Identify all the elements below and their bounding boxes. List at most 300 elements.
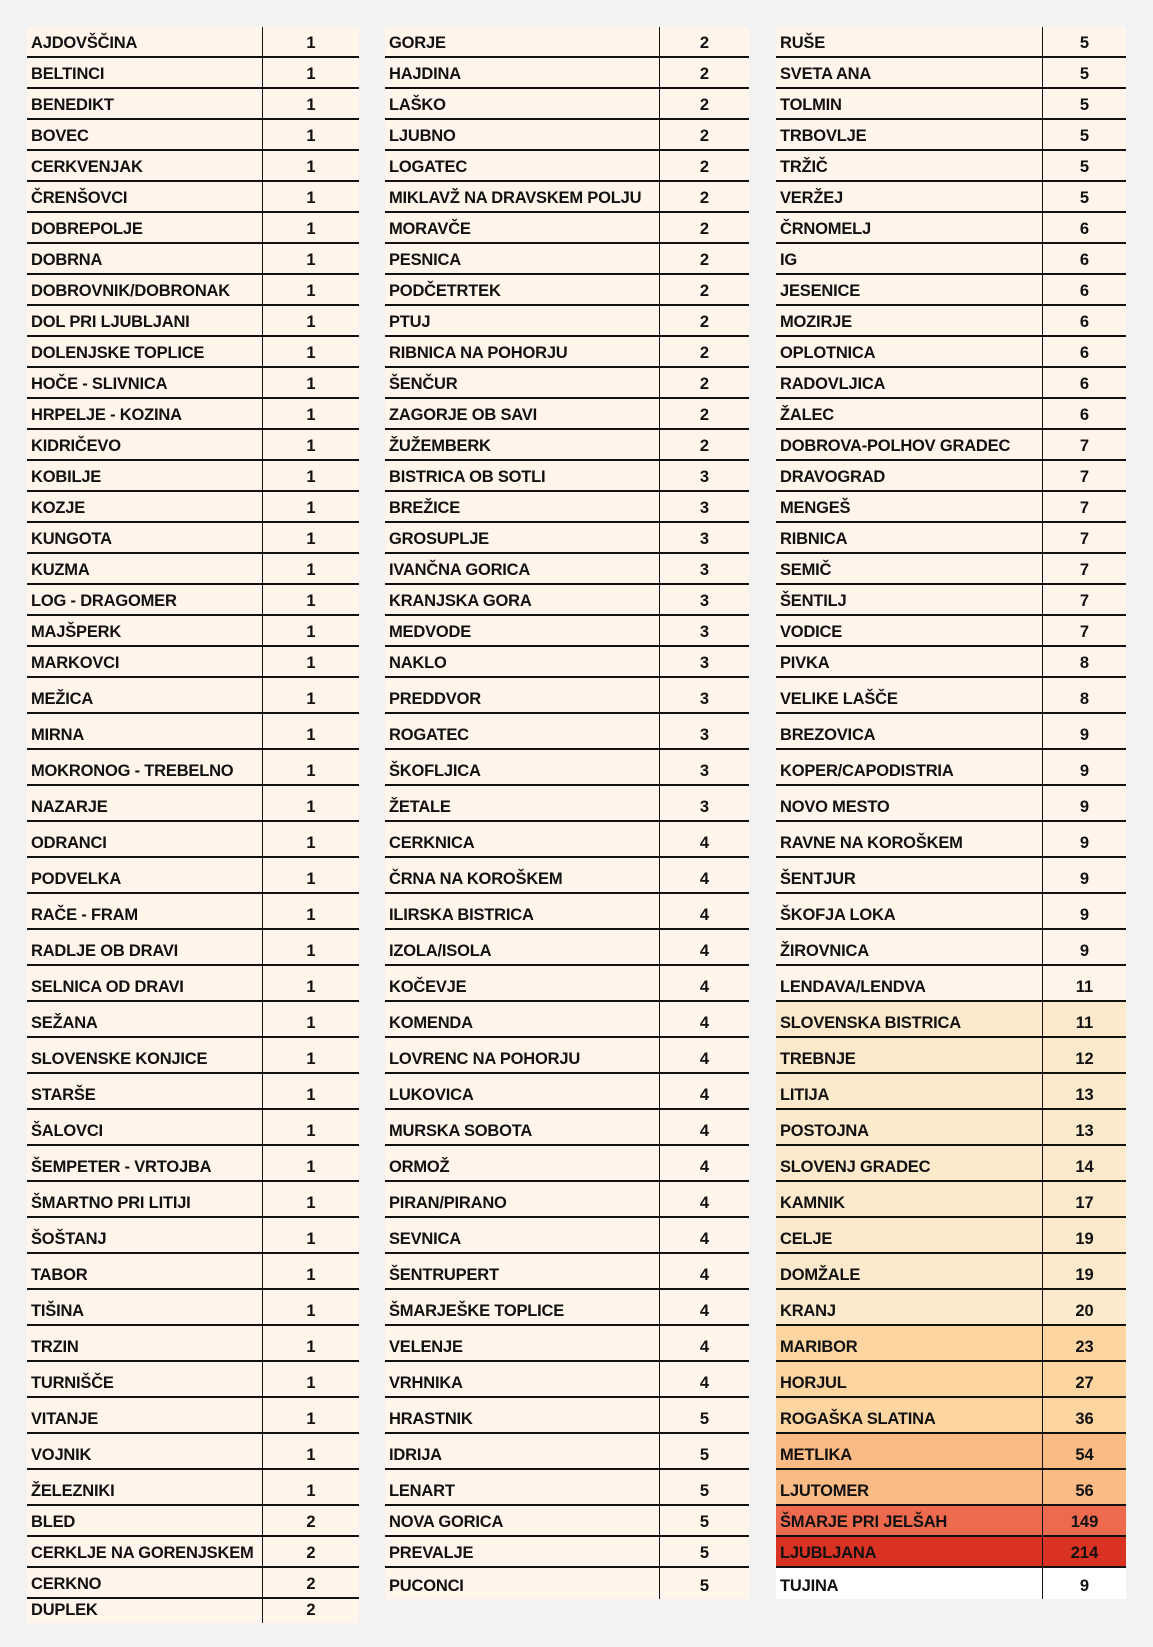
municipality-name: KOPER/CAPODISTRIA	[776, 750, 1043, 784]
municipality-name: DOBREPOLJE	[27, 213, 263, 242]
case-count: 6	[1079, 282, 1090, 300]
table-row	[27, 822, 359, 858]
municipality-name: RAČE - FRAM	[27, 894, 263, 928]
table-row	[776, 930, 1126, 966]
municipality-name: ŠENTJUR	[776, 858, 1043, 892]
case-count: 4	[699, 1194, 710, 1212]
municipality-name: ČRNOMELJ	[776, 213, 1043, 242]
table-row	[776, 1218, 1126, 1254]
municipality-name: PODVELKA	[27, 858, 263, 892]
case-count: 5	[1079, 127, 1090, 145]
case-count: 2	[306, 1513, 316, 1531]
table-row	[776, 585, 1126, 616]
case-count: 1	[306, 1194, 316, 1212]
case-count: 2	[699, 189, 710, 207]
case-count: 27	[1075, 1374, 1094, 1392]
municipality-name: ŠENTRUPERT	[385, 1254, 660, 1288]
municipality-name: MENGEŠ	[776, 492, 1043, 521]
table-row	[27, 120, 359, 151]
table-row	[776, 399, 1126, 430]
table-row	[27, 1434, 359, 1470]
table-row	[776, 1326, 1126, 1362]
case-count: 5	[699, 1482, 710, 1500]
case-count: 36	[1075, 1410, 1094, 1428]
municipality-name: ŽIROVNICA	[776, 930, 1043, 964]
municipality-name: ŠKOFLJICA	[385, 750, 660, 784]
case-count: 5	[1079, 158, 1090, 176]
case-count: 1	[306, 561, 316, 579]
table-row	[27, 930, 359, 966]
table-row	[385, 430, 749, 461]
case-count: 1	[306, 158, 316, 176]
table-row	[27, 678, 359, 714]
municipality-name: DOBROVA-POLHOV GRADEC	[776, 430, 1043, 459]
case-count: 2	[306, 1544, 316, 1562]
municipality-name: SVETA ANA	[776, 58, 1043, 87]
municipality-name: DOBROVNIK/DOBRONAK	[27, 275, 263, 304]
case-count: 4	[699, 1230, 710, 1248]
municipality-name: JESENICE	[776, 275, 1043, 304]
case-count: 1	[306, 1338, 316, 1356]
table-row	[385, 894, 749, 930]
case-count: 1	[306, 96, 316, 114]
case-count: 1	[306, 1446, 316, 1464]
case-count: 4	[699, 942, 710, 960]
municipality-name: KIDRIČEVO	[27, 430, 263, 459]
municipality-name: MIKLAVŽ NA DRAVSKEM POLJU	[385, 182, 660, 211]
table-row	[27, 1362, 359, 1398]
table-row	[27, 1218, 359, 1254]
municipality-name: IDRIJA	[385, 1434, 660, 1468]
municipality-name: HRPELJE - KOZINA	[27, 399, 263, 428]
municipality-name: PUCONCI	[385, 1568, 660, 1599]
municipality-name: KOZJE	[27, 492, 263, 521]
municipality-name: ORMOŽ	[385, 1146, 660, 1180]
municipality-name: TABOR	[27, 1254, 263, 1288]
municipality-name: SEŽANA	[27, 1002, 263, 1036]
municipality-name: POSTOJNA	[776, 1110, 1043, 1144]
table-row	[385, 89, 749, 120]
table-row	[776, 492, 1126, 523]
table-row	[776, 120, 1126, 151]
table-row	[776, 368, 1126, 399]
municipality-name: LJUBLJANA	[776, 1537, 1043, 1566]
case-count: 3	[699, 561, 710, 579]
municipality-name: MARKOVCI	[27, 647, 263, 676]
case-count: 1	[306, 978, 316, 996]
case-count: 13	[1075, 1086, 1094, 1104]
case-count: 5	[1079, 189, 1090, 207]
table-row	[776, 786, 1126, 822]
municipality-name: CERKNO	[27, 1568, 263, 1597]
table-row	[27, 1290, 359, 1326]
table-row	[385, 27, 749, 58]
municipality-name: TRBOVLJE	[776, 120, 1043, 149]
municipality-name: VRHNIKA	[385, 1362, 660, 1396]
table-row	[385, 585, 749, 616]
table-row	[385, 213, 749, 244]
table-row	[385, 1326, 749, 1362]
municipality-name: BREZOVICA	[776, 714, 1043, 748]
table-row	[776, 1146, 1126, 1182]
case-count: 9	[1079, 762, 1090, 780]
case-count: 1	[306, 468, 316, 486]
municipality-name: METLIKA	[776, 1434, 1043, 1468]
table-row	[27, 306, 359, 337]
municipality-name: NOVA GORICA	[385, 1506, 660, 1535]
case-count: 149	[1070, 1513, 1099, 1531]
table-row	[776, 461, 1126, 492]
municipality-name: HOČE - SLIVNICA	[27, 368, 263, 397]
table-row	[776, 523, 1126, 554]
table-row	[385, 1146, 749, 1182]
case-count: 2	[699, 158, 710, 176]
table-row	[776, 1470, 1126, 1506]
municipality-name: ILIRSKA BISTRICA	[385, 894, 660, 928]
table-row	[27, 244, 359, 275]
case-count: 1	[306, 870, 316, 888]
table-row	[385, 1074, 749, 1110]
municipality-name: VOJNIK	[27, 1434, 263, 1468]
municipality-name: SEVNICA	[385, 1218, 660, 1252]
municipality-name: KAMNIK	[776, 1182, 1043, 1216]
table-row	[27, 1470, 359, 1506]
case-count: 5	[1079, 65, 1090, 83]
table-row	[776, 275, 1126, 306]
municipality-name: ŽUŽEMBERK	[385, 430, 660, 459]
case-count: 214	[1070, 1544, 1099, 1562]
case-count: 9	[1079, 942, 1090, 960]
municipality-name: NAZARJE	[27, 786, 263, 820]
case-count: 2	[306, 1601, 316, 1619]
case-count: 1	[306, 623, 316, 641]
case-count: 4	[699, 1122, 710, 1140]
case-count: 4	[699, 1158, 710, 1176]
table-row	[385, 1110, 749, 1146]
table-row	[776, 213, 1126, 244]
table-row	[776, 58, 1126, 89]
table-row	[27, 750, 359, 786]
table-row	[27, 1537, 359, 1568]
municipality-name: KOBILJE	[27, 461, 263, 490]
case-count: 13	[1075, 1122, 1094, 1140]
table-row	[776, 430, 1126, 461]
table-row	[776, 616, 1126, 647]
case-count: 5	[1079, 96, 1090, 114]
case-count: 4	[699, 1050, 710, 1068]
case-count: 11	[1075, 1014, 1094, 1032]
municipality-name: NOVO MESTO	[776, 786, 1043, 820]
case-count: 4	[699, 1014, 710, 1032]
table-row	[385, 1506, 749, 1537]
case-count: 1	[306, 690, 316, 708]
table-row	[27, 554, 359, 585]
table-row	[27, 1146, 359, 1182]
table-row	[776, 306, 1126, 337]
table-row	[385, 492, 749, 523]
case-count: 1	[306, 1302, 316, 1320]
table-row	[385, 1568, 749, 1599]
table-row	[27, 492, 359, 523]
case-count: 7	[1079, 468, 1090, 486]
table-row	[776, 337, 1126, 368]
case-count: 1	[306, 220, 316, 238]
case-count: 1	[306, 282, 316, 300]
municipality-name: ZAGORJE OB SAVI	[385, 399, 660, 428]
table-row	[776, 554, 1126, 585]
municipality-name: TURNIŠČE	[27, 1362, 263, 1396]
municipality-name: ŠMARJEŠKE TOPLICE	[385, 1290, 660, 1324]
case-count: 1	[306, 127, 316, 145]
municipality-name: LENDAVA/LENDVA	[776, 966, 1043, 1000]
table-row	[385, 966, 749, 1002]
municipality-name: ŽALEC	[776, 399, 1043, 428]
table-row	[27, 337, 359, 368]
table-row	[27, 151, 359, 182]
municipality-name: BISTRICA OB SOTLI	[385, 461, 660, 490]
case-count: 1	[306, 798, 316, 816]
case-count: 1	[306, 1050, 316, 1068]
table-row	[776, 1506, 1126, 1537]
municipality-name: TIŠINA	[27, 1290, 263, 1324]
case-count: 1	[306, 406, 316, 424]
municipality-name: LAŠKO	[385, 89, 660, 118]
municipality-name: LITIJA	[776, 1074, 1043, 1108]
municipality-name: SLOVENSKE KONJICE	[27, 1038, 263, 1072]
case-count: 5	[699, 1544, 710, 1562]
case-count: 4	[699, 1338, 710, 1356]
municipality-name: GORJE	[385, 27, 660, 56]
table-row	[385, 337, 749, 368]
case-count: 7	[1079, 623, 1090, 641]
municipality-name: ŠMARJE PRI JELŠAH	[776, 1506, 1043, 1535]
case-count: 3	[699, 623, 710, 641]
municipality-name: BREŽICE	[385, 492, 660, 521]
table-row	[776, 151, 1126, 182]
case-count: 2	[699, 282, 710, 300]
municipality-name: PREVALJE	[385, 1537, 660, 1566]
case-count: 3	[699, 530, 710, 548]
case-count: 6	[1079, 313, 1090, 331]
municipality-name: ŠEMPETER - VRTOJBA	[27, 1146, 263, 1180]
case-count: 4	[699, 1086, 710, 1104]
table-row	[385, 1434, 749, 1470]
municipality-name: HRASTNIK	[385, 1398, 660, 1432]
table-row	[27, 399, 359, 430]
municipality-name: ŠENTILJ	[776, 585, 1043, 614]
municipality-name: PODČETRTEK	[385, 275, 660, 304]
table-row	[27, 523, 359, 554]
municipality-name: NAKLO	[385, 647, 660, 676]
municipality-name: KOMENDA	[385, 1002, 660, 1036]
municipality-name: DOL PRI LJUBLJANI	[27, 306, 263, 335]
municipality-name: KRANJ	[776, 1290, 1043, 1324]
case-count: 14	[1075, 1158, 1094, 1176]
table-row	[385, 616, 749, 647]
case-count: 3	[699, 654, 710, 672]
table-row	[27, 1002, 359, 1038]
municipality-name: ČRNA NA KOROŠKEM	[385, 858, 660, 892]
municipality-name: LOVRENC NA POHORJU	[385, 1038, 660, 1072]
municipality-name: BLED	[27, 1506, 263, 1535]
table-row	[385, 1537, 749, 1568]
case-count: 4	[699, 906, 710, 924]
case-count: 19	[1075, 1266, 1094, 1284]
case-count: 7	[1079, 592, 1090, 610]
municipality-name: ROGAŠKA SLATINA	[776, 1398, 1043, 1432]
table-row	[385, 678, 749, 714]
table-row	[27, 430, 359, 461]
table-column-2	[385, 27, 749, 1599]
table-row	[385, 1470, 749, 1506]
case-count: 1	[306, 654, 316, 672]
municipality-name: TOLMIN	[776, 89, 1043, 118]
case-count: 1	[306, 1266, 316, 1284]
municipality-name: KUZMA	[27, 554, 263, 583]
case-count: 8	[1079, 690, 1090, 708]
municipality-name: TRZIN	[27, 1326, 263, 1360]
table-row	[385, 151, 749, 182]
case-count: 56	[1075, 1482, 1094, 1500]
table-row	[776, 822, 1126, 858]
case-count: 7	[1079, 561, 1090, 579]
table-row	[27, 461, 359, 492]
municipality-name: ČRENŠOVCI	[27, 182, 263, 211]
case-count: 4	[699, 1302, 710, 1320]
municipality-name: ŠKOFJA LOKA	[776, 894, 1043, 928]
case-count: 3	[699, 690, 710, 708]
table-row	[385, 554, 749, 585]
table-row	[27, 1038, 359, 1074]
table-row	[385, 930, 749, 966]
table-row	[385, 275, 749, 306]
table-column-3	[776, 27, 1126, 1599]
municipality-name: MEŽICA	[27, 678, 263, 712]
case-count: 1	[306, 375, 316, 393]
table-row	[27, 27, 359, 58]
case-count: 7	[1079, 530, 1090, 548]
case-count: 2	[699, 96, 710, 114]
case-count: 2	[699, 251, 710, 269]
municipality-name: VERŽEJ	[776, 182, 1043, 211]
municipality-name: BOVEC	[27, 120, 263, 149]
municipality-name: RIBNICA	[776, 523, 1043, 552]
municipality-name: VITANJE	[27, 1398, 263, 1432]
municipality-name: RAVNE NA KOROŠKEM	[776, 822, 1043, 856]
case-count: 6	[1079, 375, 1090, 393]
table-row	[27, 368, 359, 399]
case-count: 1	[306, 834, 316, 852]
municipality-name: MIRNA	[27, 714, 263, 748]
municipality-name: OPLOTNICA	[776, 337, 1043, 366]
municipality-name: DOMŽALE	[776, 1254, 1043, 1288]
municipality-name: BELTINCI	[27, 58, 263, 87]
municipality-name: MOZIRJE	[776, 306, 1043, 335]
table-row	[385, 822, 749, 858]
case-count: 2	[699, 65, 710, 83]
table-row	[776, 966, 1126, 1002]
municipality-name: ŠENČUR	[385, 368, 660, 397]
case-count: 1	[306, 1014, 316, 1032]
municipality-name: MEDVODE	[385, 616, 660, 645]
table-row	[776, 1434, 1126, 1470]
case-count: 6	[1079, 220, 1090, 238]
table-row	[27, 275, 359, 306]
table-row	[776, 1290, 1126, 1326]
municipality-name: BENEDIKT	[27, 89, 263, 118]
case-count: 2	[306, 1575, 316, 1593]
case-count: 4	[699, 834, 710, 852]
table-row	[776, 1074, 1126, 1110]
case-count: 6	[1079, 344, 1090, 362]
municipality-name: CERKVENJAK	[27, 151, 263, 180]
table-row	[776, 1038, 1126, 1074]
table-row	[27, 89, 359, 120]
case-count: 1	[306, 530, 316, 548]
table-row	[385, 120, 749, 151]
municipality-name: STARŠE	[27, 1074, 263, 1108]
municipality-name: MURSKA SOBOTA	[385, 1110, 660, 1144]
case-count: 54	[1075, 1446, 1094, 1464]
table-row	[776, 1002, 1126, 1038]
case-count: 1	[306, 592, 316, 610]
case-count: 1	[306, 942, 316, 960]
table-row	[27, 1506, 359, 1537]
case-count: 3	[699, 499, 710, 517]
case-count: 2	[699, 375, 710, 393]
table-row	[27, 616, 359, 647]
case-count: 9	[1079, 1577, 1090, 1595]
municipality-name: LENART	[385, 1470, 660, 1504]
table-column-1	[27, 27, 359, 1623]
municipality-name: ŠOŠTANJ	[27, 1218, 263, 1252]
table-row	[776, 647, 1126, 678]
municipality-name: VELIKE LAŠČE	[776, 678, 1043, 712]
case-count: 1	[306, 1086, 316, 1104]
table-row	[385, 858, 749, 894]
municipality-name: LJUTOMER	[776, 1470, 1043, 1504]
table-row	[385, 1398, 749, 1434]
municipality-name: SLOVENJ GRADEC	[776, 1146, 1043, 1180]
case-count: 1	[306, 313, 316, 331]
table-row	[27, 1110, 359, 1146]
case-count: 2	[699, 344, 710, 362]
case-count: 6	[1079, 251, 1090, 269]
case-count: 1	[306, 906, 316, 924]
case-count: 1	[306, 726, 316, 744]
table-row	[776, 1398, 1126, 1434]
case-count: 12	[1075, 1050, 1094, 1068]
municipality-name: ŠALOVCI	[27, 1110, 263, 1144]
municipality-name: IG	[776, 244, 1043, 273]
case-count: 2	[699, 127, 710, 145]
municipality-name: TREBNJE	[776, 1038, 1043, 1072]
case-count: 1	[306, 344, 316, 362]
table-row	[776, 182, 1126, 213]
table-row	[385, 1038, 749, 1074]
table-row	[27, 647, 359, 678]
municipality-name: HAJDINA	[385, 58, 660, 87]
table-row	[776, 1110, 1126, 1146]
table-row	[385, 399, 749, 430]
municipality-name: CELJE	[776, 1218, 1043, 1252]
case-count: 2	[699, 437, 710, 455]
table-row	[27, 1599, 359, 1623]
case-count: 17	[1075, 1194, 1094, 1212]
municipality-name: VELENJE	[385, 1326, 660, 1360]
table-row	[776, 1362, 1126, 1398]
table-row	[27, 1182, 359, 1218]
